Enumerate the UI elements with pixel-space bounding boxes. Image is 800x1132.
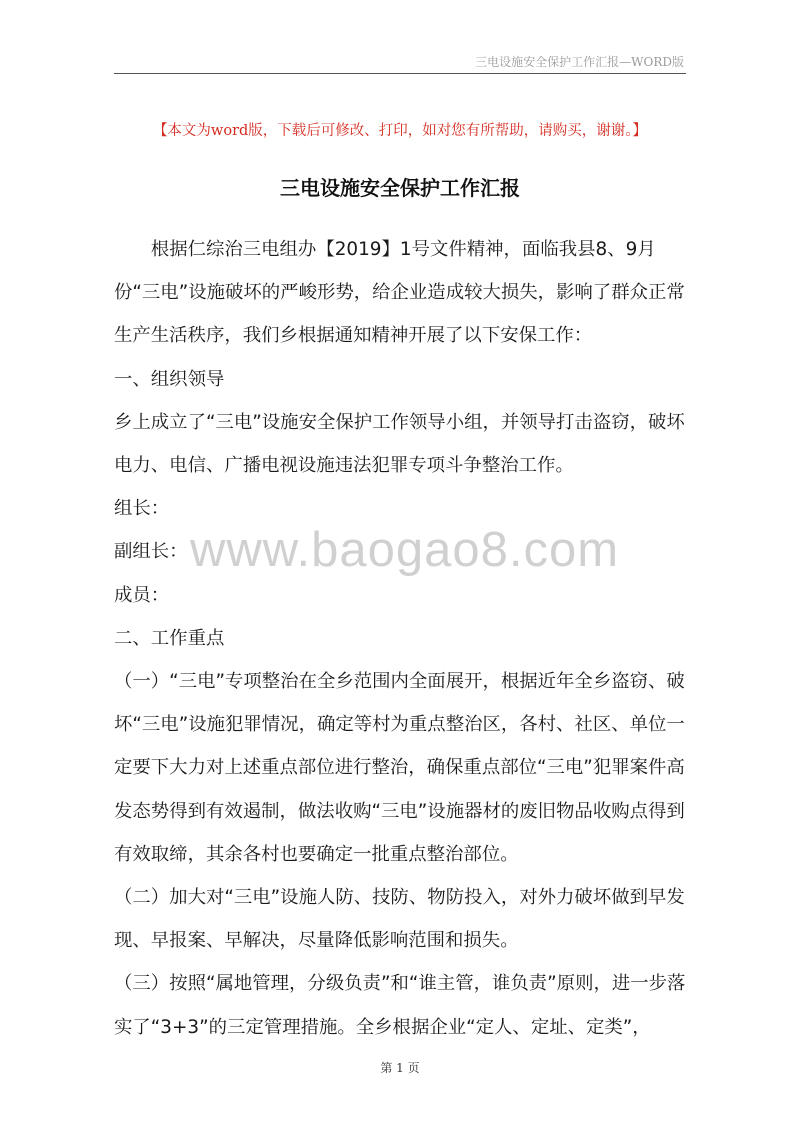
page-number: 第 1 页 [380, 1061, 420, 1075]
intro-paragraph: 根据仁综治三电组办【2019】1号文件精神，面临我县8、9月份“三电”设施破坏的严峻形势，给企业造成较大损失，影响了群众正常生产生活秩序，我们乡根据通知精神开展了以下安保工作： [114, 239, 685, 347]
purchase-notice: 【本文为word版，下载后可修改、打印，如对您有所帮助，请购买，谢谢。】 [152, 123, 648, 139]
body-paragraph: （二）加大对“三电”设施人防、技防、物防投入，对外力破坏做到早发现、早报案、早解决，尽量降低影响范围和损失。 [114, 887, 685, 952]
site-watermark: www.baogao8.com [190, 523, 620, 577]
body-paragraph: （三）按照“属地管理，分级负责”和“谁主管，谁负责”原则，进一步落实了“3+3”的三定管理措施。全乡根据企业“定人、定址、定类”， [114, 973, 686, 1038]
body-paragraph: 乡上成立了“三电”设施安全保护工作领导小组，并领导打击盗窃，破坏电力、电信、广播电视设施违法犯罪专项斗争整治工作。 [114, 411, 685, 477]
section-heading: 一、组织领导 [114, 368, 225, 390]
running-header: 三电设施安全保护工作汇报—WORD版 [475, 55, 684, 69]
deputy-leader-line: 副组长： [114, 541, 188, 563]
section-heading: 二、工作重点 [114, 627, 225, 649]
header-divider [114, 73, 686, 74]
document-body [114, 228, 686, 1049]
body-paragraph: （一）“三电”专项整治在全乡范围内全面展开，根据近年全乡盗窃、破坏“三电”设施犯罪情况，确定等村为重点整治区，各村、社区、单位一定要下大力对上述重点部位进行整治，确保重点部位“三电”犯罪案件高发态势得到有效遏制，做法收购“三电”设施器材的废旧物品收购点得到有效取缔，其余各村也要确定一批重点整治部位。 [114, 671, 685, 865]
members-line: 成员： [114, 584, 170, 606]
document-title: 三电设施安全保护工作汇报 [280, 176, 520, 200]
team-leader-line: 组长： [114, 498, 170, 520]
